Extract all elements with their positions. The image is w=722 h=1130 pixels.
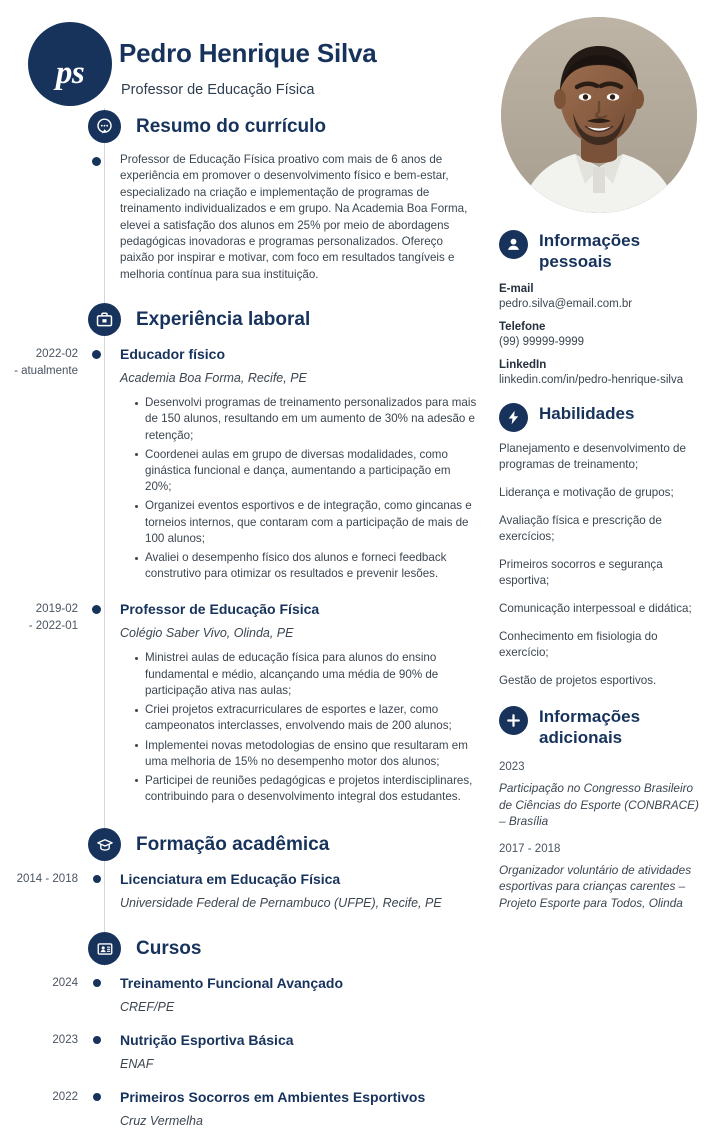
additional-date: 2023 bbox=[499, 761, 525, 773]
skill-item: Conhecimento em fisiologia do exercício; bbox=[499, 630, 658, 659]
entry-title: Primeiros Socorros em Ambientes Esportivos bbox=[120, 1089, 426, 1106]
contact-label: Telefone bbox=[499, 321, 546, 333]
entry-date bbox=[0, 345, 88, 380]
entry-dot bbox=[88, 974, 105, 987]
section-summary-title: Resumo do currículo bbox=[136, 116, 327, 137]
section-experience-title: Experiência laboral bbox=[136, 309, 311, 331]
entry-date bbox=[0, 1088, 88, 1106]
entry-date-from: 2023 bbox=[52, 1034, 78, 1047]
entry-date-from: 2024 bbox=[52, 977, 78, 990]
resume-header bbox=[0, 0, 489, 110]
person-icon bbox=[499, 230, 528, 259]
bullet-item: Desenvolvi programas de treinamento personalizados para mais de 150 alunos, resultando em um aumento de 30% na adesão e retenção; bbox=[135, 395, 479, 444]
certificate-presentation-icon bbox=[88, 932, 121, 965]
entry-date-to: - 2022-01 bbox=[28, 620, 78, 633]
briefcase-icon bbox=[88, 303, 121, 336]
entry-date bbox=[0, 870, 88, 888]
entry-dot bbox=[88, 1031, 105, 1044]
entry-date-to: - atualmente bbox=[14, 365, 78, 378]
bullet-item: Criei projetos extracurriculares de esportes e lazer, como campeonatos interclasses, envolvendo mais de 200 alunos; bbox=[135, 702, 479, 734]
skill-item: Liderança e motivação de grupos; bbox=[499, 486, 674, 499]
additional-entry bbox=[499, 843, 708, 912]
experience-entry bbox=[0, 600, 489, 808]
entry-dot bbox=[88, 345, 105, 359]
section-personal-header bbox=[499, 230, 708, 272]
contact-field bbox=[499, 321, 708, 348]
entry-dot bbox=[88, 870, 105, 883]
summary-text: Professor de Educação Física proativo com mais de 6 anos de experiência em promover o desenvolvimento físico e bem-estar, especializado na criação e implementação de programas de treinamento individualizados e em grupo. Na Academia Boa Forma, elevei a satisfação dos alunos em 25% por meio de abordagens pedagógicas inovadoras e programas personalizados. Ofereço paixão por inspirar e motivar, com foco em resultados tangíveis e melhoria contínua para sua instituição. bbox=[120, 153, 468, 281]
section-personal-title: Informações pessoais bbox=[539, 231, 641, 271]
entry-dot bbox=[88, 600, 105, 614]
entry-subtitle: Cruz Vermelha bbox=[120, 1114, 203, 1129]
side-column bbox=[489, 0, 722, 1021]
experience-entry bbox=[0, 345, 489, 585]
skill-item: Comunicação interpessoal e didática; bbox=[499, 602, 692, 615]
graduation-cap-icon bbox=[88, 828, 121, 861]
section-courses-title: Cursos bbox=[136, 938, 202, 960]
bullet-item: Implementei novas metodologias de ensino que resultaram em uma melhoria de 15% no desempenho motor dos alunos; bbox=[135, 738, 479, 770]
entry-subtitle: Colégio Saber Vivo, Olinda, PE bbox=[120, 626, 294, 641]
page-title: Pedro Henrique Silva bbox=[119, 38, 377, 68]
linkedin-value[interactable]: linkedin.com/in/pedro-henrique-silva bbox=[499, 374, 684, 386]
additional-text: Participação no Congresso Brasileiro de Ciências do Esporte (CONBRACE) – Brasília bbox=[499, 781, 699, 829]
skill-item: Planejamento e desenvolvimento de programas de treinamento; bbox=[499, 442, 686, 471]
section-education-header bbox=[88, 828, 489, 861]
additional-date: 2017 - 2018 bbox=[499, 842, 561, 855]
entry-date bbox=[0, 600, 88, 635]
contact-field bbox=[499, 359, 708, 386]
section-experience-header bbox=[88, 303, 489, 336]
phone-value[interactable]: (99) 99999-9999 bbox=[499, 336, 585, 348]
section-summary-header bbox=[88, 110, 489, 143]
entry-body bbox=[105, 1031, 489, 1073]
contact-label: LinkedIn bbox=[499, 359, 547, 371]
email-value[interactable]: pedro.silva@email.com.br bbox=[499, 298, 633, 310]
entry-body bbox=[105, 600, 489, 808]
summary-entry bbox=[0, 152, 489, 283]
entry-subtitle: Academia Boa Forma, Recife, PE bbox=[120, 371, 307, 386]
skill-item: Primeiros socorros e segurança esportiva; bbox=[499, 558, 663, 587]
entry-date bbox=[0, 1031, 88, 1049]
bullet-item: Ministrei aulas de educação física para alunos do ensino fundamental e médio, alcançando uma média de 90% de participação ativa nas aulas; bbox=[135, 650, 479, 699]
education-entry bbox=[0, 870, 489, 912]
section-skills-header bbox=[499, 403, 708, 432]
entry-date-from: 2022-02 bbox=[35, 348, 78, 361]
section-courses-header bbox=[88, 932, 489, 965]
contact-label: E-mail bbox=[499, 283, 534, 295]
bullet-item: Coordenei aulas em grupo de diversas modalidades, como ginástica funcional e dança, aumentando a participação em 20%; bbox=[135, 447, 479, 496]
section-education-title: Formação acadêmica bbox=[136, 834, 330, 856]
summary-dot bbox=[88, 152, 105, 166]
lightning-bolt-icon bbox=[499, 403, 528, 432]
entry-subtitle: Universidade Federal de Pernambuco (UFPE), Recife, PE bbox=[120, 896, 442, 911]
entry-date-from: 2022 bbox=[52, 1091, 78, 1104]
entry-title: Licenciatura em Educação Física bbox=[120, 871, 341, 888]
skill-item: Avaliação física e prescrição de exercícios; bbox=[499, 514, 662, 543]
entry-date-from: 2019-02 bbox=[35, 603, 78, 616]
course-entry bbox=[0, 1031, 489, 1073]
job-title: Professor de Educação Física bbox=[121, 82, 315, 98]
monogram-avatar: ps bbox=[28, 22, 112, 106]
speech-bubble-icon bbox=[88, 110, 121, 143]
section-additional-title: Informações adicionais bbox=[539, 707, 641, 747]
course-entry bbox=[0, 974, 489, 1016]
entry-dot bbox=[88, 1088, 105, 1101]
bullet-item: Participei de reuniões pedagógicas e projetos interdisciplinares, contribuindo para o desenvolvimento integral dos estudantes. bbox=[135, 773, 479, 805]
entry-body bbox=[105, 1088, 489, 1130]
entry-title: Educador físico bbox=[120, 346, 226, 363]
entry-bullets bbox=[120, 395, 479, 582]
bullet-item: Avaliei o desempenho físico dos alunos e forneci feedback construtivo para otimizar os resultados e prevenir lesões. bbox=[135, 550, 479, 582]
entry-bullets bbox=[120, 650, 479, 805]
entry-title: Nutrição Esportiva Básica bbox=[120, 1032, 294, 1049]
section-skills-title: Habilidades bbox=[539, 404, 635, 423]
profile-photo bbox=[501, 17, 697, 213]
entry-subtitle: ENAF bbox=[120, 1057, 154, 1072]
summary-date-spacer bbox=[0, 152, 88, 153]
additional-text: Organizador voluntário de atividades esportivas para crianças carentes – Projeto Esporte para Todos, Olinda bbox=[499, 862, 692, 910]
course-entry bbox=[0, 1088, 489, 1130]
entry-body bbox=[105, 870, 489, 912]
entry-title: Treinamento Funcional Avançado bbox=[120, 975, 344, 992]
entry-body bbox=[105, 345, 489, 585]
skill-item: Gestão de projetos esportivos. bbox=[499, 674, 657, 687]
entry-body bbox=[105, 974, 489, 1016]
entry-date bbox=[0, 974, 88, 992]
bullet-item: Organizei eventos esportivos e de integração, como gincanas e torneios internos, que contaram com a participação de mais de 100 alunos; bbox=[135, 498, 479, 547]
section-additional-header bbox=[499, 706, 708, 748]
contact-field bbox=[499, 283, 708, 310]
entry-subtitle: CREF/PE bbox=[120, 1000, 175, 1015]
entry-date-from: 2014 - 2018 bbox=[16, 873, 78, 886]
plus-icon bbox=[499, 706, 528, 735]
additional-entry bbox=[499, 761, 708, 830]
entry-title: Professor de Educação Física bbox=[120, 601, 320, 618]
